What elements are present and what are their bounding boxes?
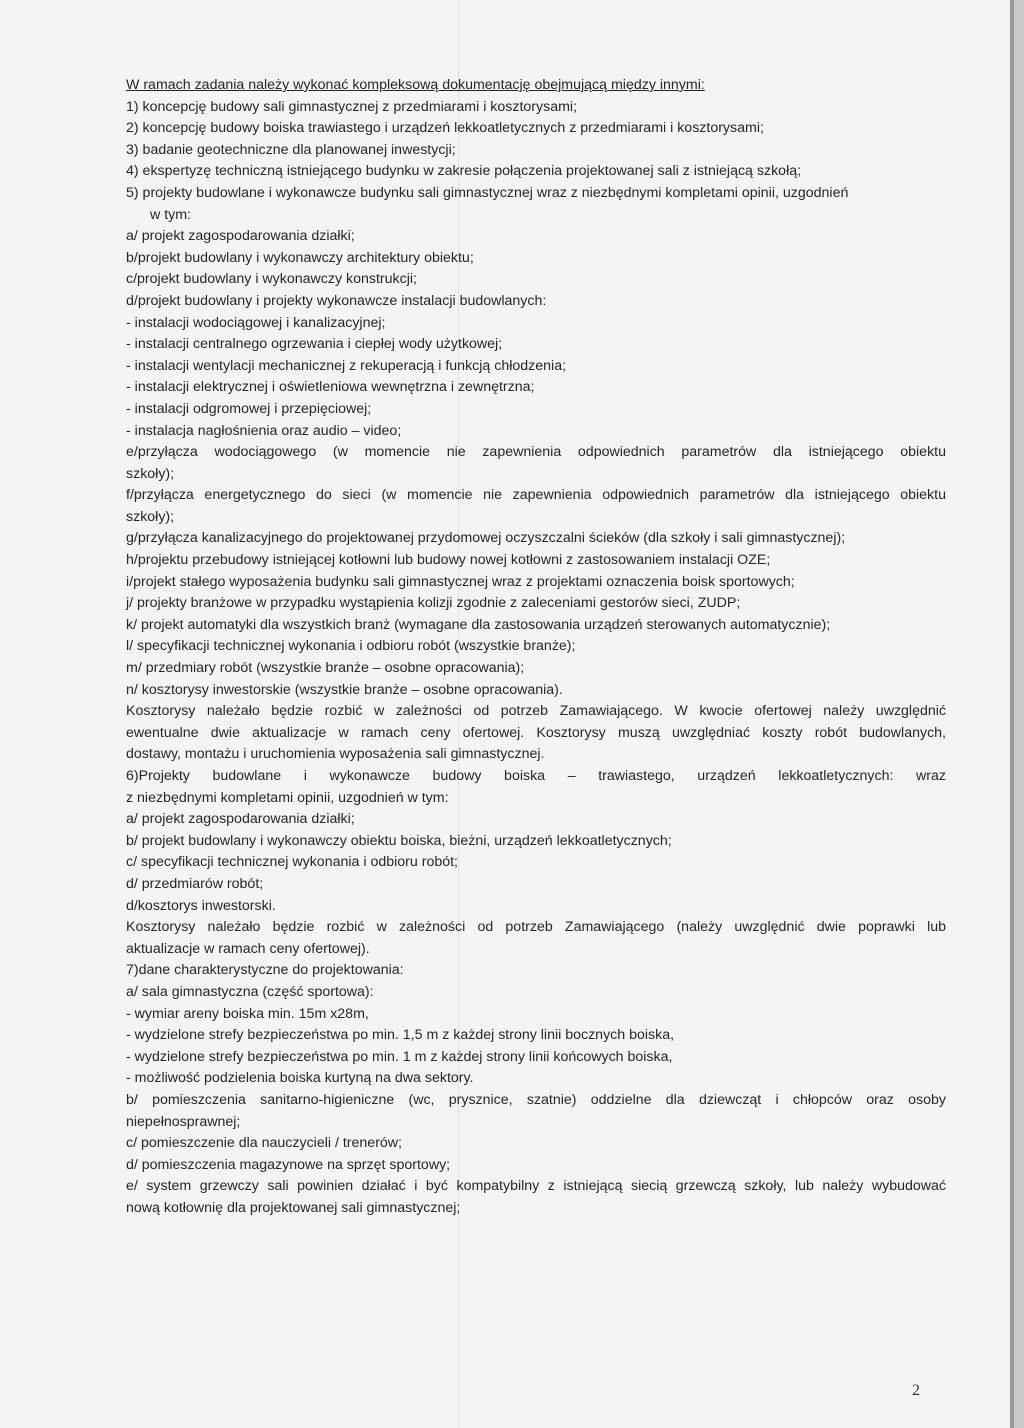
dash-item: - instalacja nagłośnienia oraz audio – video; bbox=[126, 422, 402, 439]
sub-item: b/ pomieszczenia sanitarno-higieniczne (wc, prysznice, szatnie) oddzielne dla dziewcząt i chłopców oraz osoby bbox=[126, 1091, 946, 1108]
list-item: 1) koncepcję budowy sali gimnastycznej z przedmiarami i kosztorysami; bbox=[126, 98, 578, 115]
sub-item-continuation: szkoły); bbox=[126, 508, 175, 525]
list-item: 2) koncepcję budowy boiska trawiastego i urządzeń lekkoatletycznych z przedmiarami i kosztorysami; bbox=[126, 120, 764, 137]
sub-item: k/ projekt automatyki dla wszystkich branż (wymagane dla zastosowania urządzeń sterowanych automatycznie); bbox=[126, 616, 831, 633]
sub-item: g/przyłącza kanalizacyjnego do projektowanej przydomowej oczyszczalni ścieków (dla szkoły i sali gimnastycznej); bbox=[126, 530, 846, 547]
page-number: 2 bbox=[912, 1382, 920, 1399]
paragraph-line: aktualizacje w ramach ceny ofertowej). bbox=[126, 940, 370, 957]
sub-item: e/ system grzewczy sali powinien działać i być kompatybilny z istniejącą siecią grzewczą szkoły, lub należy wybudować bbox=[126, 1178, 946, 1195]
sub-item: b/projekt budowlany i wykonawczy architektury obiektu; bbox=[126, 249, 474, 266]
document-body bbox=[126, 75, 946, 1219]
list-item: 6)Projekty budowlane i wykonawcze budowy boiska – trawiastego, urządzeń lekkoatletycznych: wraz bbox=[126, 768, 946, 784]
sub-item: h/projektu przebudowy istniejącej kotłowni lub budowy nowej kotłowni z zastosowaniem instalacji OZE; bbox=[126, 552, 771, 569]
sub-item: a/ projekt zagospodarowania działki; bbox=[126, 228, 355, 245]
sub-item: d/projekt budowlany i projekty wykonawcze instalacji budowlanych: bbox=[126, 292, 547, 309]
sub-item: i/projekt stałego wyposażenia budynku sali gimnastycznej wraz z projektami oznaczenia boisk sportowych; bbox=[126, 573, 795, 590]
list-item-continuation: z niezbędnymi kompletami opinii, uzgodnień w tym: bbox=[126, 789, 449, 806]
sub-item-continuation: niepełnosprawnej; bbox=[126, 1113, 241, 1130]
dash-item: - instalacji elektrycznej i oświetleniowa wewnętrzna i zewnętrzna; bbox=[126, 379, 535, 396]
list-item: 7)dane charakterystyczne do projektowania: bbox=[126, 962, 404, 979]
sub-item: d/kosztorys inwestorski. bbox=[126, 897, 276, 914]
list-item: 3) badanie geotechniczne dla planowanej inwestycji; bbox=[126, 141, 456, 158]
sub-item-continuation: nową kotłownię dla projektowanej sali gimnastycznej; bbox=[126, 1199, 461, 1216]
dash-item: - instalacji centralnego ogrzewania i ciepłej wody użytkowej; bbox=[126, 336, 503, 353]
paragraph-line: Kosztorysy należało będzie rozbić w zależności od potrzeb Zamawiającego (należy uwzględnić dwie poprawki lub bbox=[126, 919, 946, 936]
sub-item: m/ przedmiary robót (wszystkie branże – osobne opracowania); bbox=[126, 660, 525, 677]
sub-item: c/projekt budowlany i wykonawczy konstrukcji; bbox=[126, 271, 417, 288]
dash-item: - możliwość podzielenia boiska kurtyną na dwa sektory. bbox=[126, 1070, 474, 1087]
sub-item: d/ pomieszczenia magazynowe na sprzęt sportowy; bbox=[126, 1156, 451, 1173]
sub-item: e/przyłącza wodociągowego (w momencie nie zapewnienia odpowiednich parametrów dla istniejącego obiektu bbox=[126, 444, 946, 461]
sub-item-continuation: szkoły); bbox=[126, 465, 175, 482]
sub-item: b/ projekt budowlany i wykonawczy obiektu boiska, bieżni, urządzeń lekkoatletycznych; bbox=[126, 832, 672, 849]
sub-item: c/ pomieszczenie dla nauczycieli / trenerów; bbox=[126, 1135, 402, 1152]
dash-item: - instalacji wodociągowej i kanalizacyjnej; bbox=[126, 314, 386, 331]
sub-item: c/ specyfikacji technicznej wykonania i odbioru robót; bbox=[126, 854, 458, 871]
sub-item: a/ projekt zagospodarowania działki; bbox=[126, 811, 355, 828]
paragraph-line: Kosztorysy należało będzie rozbić w zależności od potrzeb Zamawiającego. W kwocie ofertowej należy uwzględnić bbox=[126, 703, 946, 720]
sub-item: j/ projekty branżowe w przypadku wystąpienia kolizji zgodnie z zaleceniami gestorów sieci, ZUDP; bbox=[126, 595, 741, 612]
sub-item: n/ kosztorysy inwestorskie (wszystkie branże – osobne opracowania). bbox=[126, 681, 563, 698]
sub-item: a/ sala gimnastyczna (część sportowa): bbox=[126, 983, 374, 1000]
sub-item: l/ specyfikacji technicznej wykonania i odbioru robót (wszystkie branże); bbox=[126, 638, 576, 655]
paragraph-line: ewentualne dwie aktualizacje w ramach ceny ofertowej. Kosztorysy muszą uwzględniać koszty robót budowlanych, bbox=[126, 724, 946, 741]
list-item-continuation: w tym: bbox=[150, 206, 191, 223]
list-item: 4) ekspertyzę techniczną istniejącego budynku w zakresie połączenia projektowanej sali z istniejącą szkołą; bbox=[126, 163, 802, 180]
intro-heading: W ramach zadania należy wykonać kompleksową dokumentację obejmującą między innymi: bbox=[126, 77, 705, 93]
paragraph-line: dostawy, montażu i uruchomienia wyposażenia sali gimnastycznej. bbox=[126, 746, 545, 763]
list-item: 5) projekty budowlane i wykonawcze budynku sali gimnastycznej wraz z niezbędnymi kompletami opinii, uzgodnień bbox=[126, 184, 849, 201]
sub-item: d/ przedmiarów robót; bbox=[126, 875, 264, 892]
sub-item: f/przyłącza energetycznego do sieci (w momencie nie zapewnienia odpowiednich parametrów dla istniejącego obiektu bbox=[126, 487, 946, 504]
dash-item: - instalacji odgromowej i przepięciowej; bbox=[126, 400, 372, 417]
dash-item: - wydzielone strefy bezpieczeństwa po min. 1,5 m z każdej strony linii bocznych boiska, bbox=[126, 1027, 675, 1044]
dash-item: - wymiar areny boiska min. 15m x28m, bbox=[126, 1005, 369, 1022]
dash-item: - instalacji wentylacji mechanicznej z rekuperacją i funkcją chłodzenia; bbox=[126, 357, 567, 374]
dash-item: - wydzielone strefy bezpieczeństwa po min. 1 m z każdej strony linii końcowych boiska, bbox=[126, 1048, 673, 1065]
